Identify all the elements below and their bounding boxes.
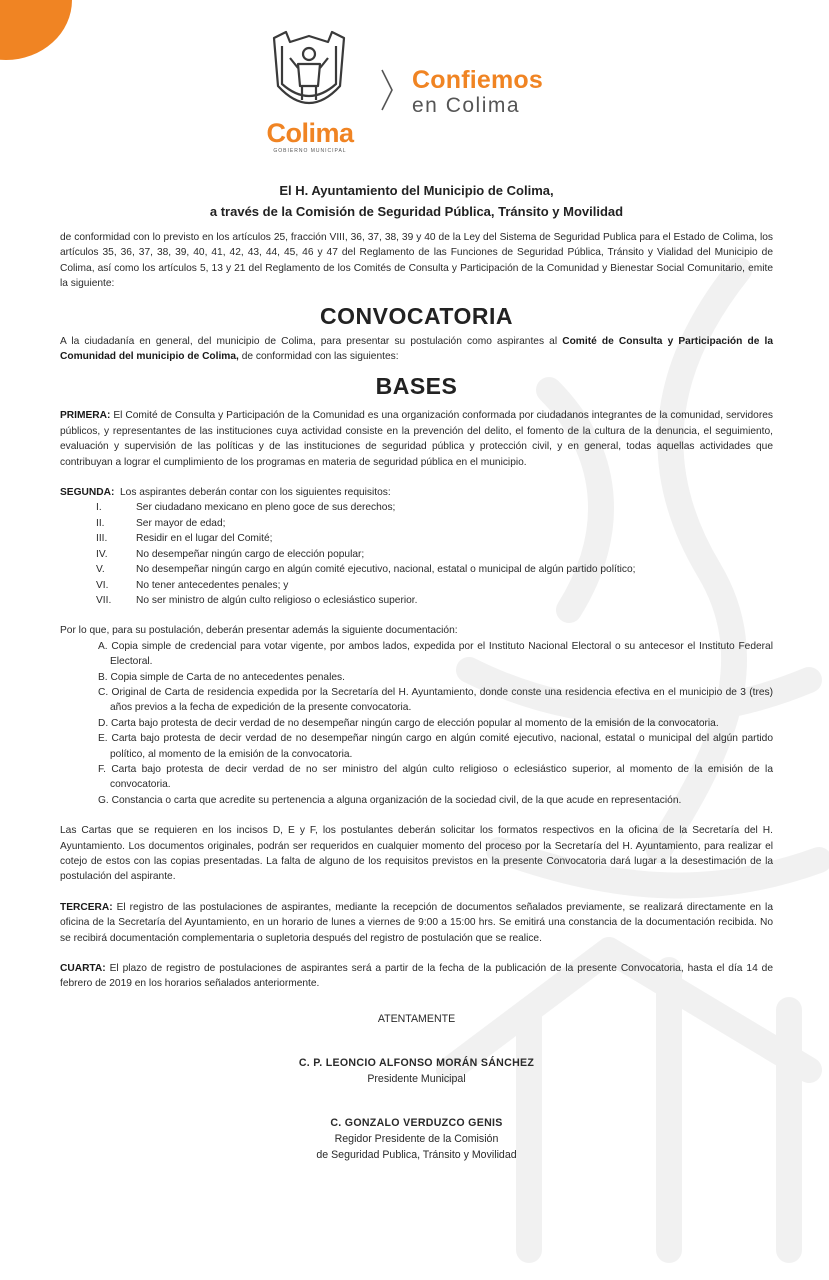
corner-decoration-icon — [0, 0, 72, 60]
logo-subtitle: GOBIERNO MUNICIPAL — [273, 148, 347, 154]
heading-line-2: a través de la Comisión de Seguridad Pública, Tránsito y Movilidad — [209, 204, 624, 219]
requirements-list — [60, 500, 773, 608]
documents-list — [60, 639, 773, 808]
list-item: IV. No desempeñar ningún cargo de elección popular; — [96, 548, 365, 560]
header — [258, 28, 578, 158]
list-item: II. Ser mayor de edad; — [96, 517, 226, 529]
signer-1-name: C. P. LEONCIO ALFONSO MORÁN SÁNCHEZ — [298, 1056, 535, 1069]
convocatoria-title: CONVOCATORIA — [320, 302, 513, 329]
segunda-paragraph: SEGUNDA: Los aspirantes deberán contar con los siguientes requisitos: — [60, 487, 391, 499]
chevron-divider-icon — [380, 68, 394, 112]
atentamente: ATENTAMENTE — [377, 1012, 456, 1025]
list-item: F. Carta bajo protesta de decir verdad de no ser ministro del algún culto religioso o eclesiástico superior, al momento de la emisión de la convocatoria. — [98, 763, 773, 791]
brand-line-1: Confiemos — [412, 66, 543, 94]
cuarta-paragraph: CUARTA: El plazo de registro de postulaciones de aspirantes será a partir de la fecha de la publicación de la presente Convocatoria, hasta el día 14 de febrero de 2019 en los horarios señalados anteriormente. — [60, 963, 773, 990]
list-item: VII. No ser ministro de algún culto religioso o eclesiástico superior. — [96, 594, 418, 606]
list-item: I. Ser ciudadano mexicano en pleno goce de sus derechos; — [96, 502, 396, 514]
cartas-paragraph: Las Cartas que se requieren en los incisos D, E y F, los postulantes deberán solicitar los formatos respectivos en la oficina de la Secretaría del H. Ayuntamiento. Los documentos originales, podrán ser requeridos en cualquier momento del proceso por la Secretaría del H. Ayuntamiento, para realizar el cotejo de estos con las copias presentadas. La falta de alguno de los requisitos previstos en la presente Convocatoria dará lugar a la desestimación de la postulación del aspirante. — [60, 825, 773, 883]
signer-2-role-2: de Seguridad Publica, Tránsito y Movilidad — [316, 1148, 517, 1161]
tercera-paragraph: TERCERA: El registro de las postulaciones de aspirantes, mediante la recepción de documentos señalados previamente, se realizará directamente en la oficina de la Secretaría del Ayuntamiento, en un horario de lunes a viernes de 9:00 a 15:00 hrs. Se emitirá una constancia de la documentación recibida. No se recibirá documentación complementaria o supletoria después del registro de postulación que se realice. — [60, 901, 773, 944]
list-item: D. Carta bajo protesta de decir verdad de no desempeñar ningún cargo de elección popular al momento de la emisión de la convocatoria. — [98, 717, 719, 729]
signer-2-role-1: Regidor Presidente de la Comisión — [334, 1132, 499, 1145]
list-item: V. No desempeñar ningún cargo en algún comité ejecutivo, nacional, estatal o municipal de algún partido político; — [96, 564, 636, 576]
list-item: III. Residir en el lugar del Comité; — [96, 533, 273, 545]
primera-paragraph: PRIMERA: El Comité de Consulta y Participación de la Comunidad es una organización conformada por ciudadanos integrantes de la comunidad, servidores públicos, y representantes de las instituciones cuya actividad consiste en la prevención del delito, el fomento de la cultura de la denuncia, el seguimiento, evaluación y supervisión de las políticas y de las instituciones de seguridad pública y protección civil, y en general, todas aquellas actividades que contribuyan a lograr el cumplimiento de los programas en materia de seguridad pública en el municipio. — [60, 410, 773, 468]
heading-line-1: El H. Ayuntamiento del Municipio de Colima, — [279, 183, 554, 198]
list-item: B. Copia simple de Carta de no antecedentes penales. — [98, 671, 345, 683]
signer-2-name: C. GONZALO VERDUZCO GENIS — [330, 1116, 503, 1129]
tercera-label: TERCERA: — [60, 901, 113, 913]
brand-line-2: en Colima — [412, 94, 521, 117]
list-item: A. Copia simple de credencial para votar vigente, por ambos lados, expedida por el Instituto Nacional Electoral o su antecesor el Instituto Federal Electoral. — [98, 640, 773, 668]
intro-paragraph: de conformidad con lo previsto en los artículos 25, fracción VIII, 36, 37, 38, 39 y 40 de la Ley del Sistema de Seguridad Publica para el Estado de Colima, los artículos 35, 36, 37, 38, 39, 40, 41, 42, 43, 44, 45, 46 y 47 del Reglamento de las Funciones de Seguridad Pública, Tránsito y Vialidad del Municipio de Colima, así como los artículos 5, 13 y 21 del Reglamento de los Comités de Consulta y Participación de la Comunidad y Bienestar Social Comunitario, emite la siguiente: — [60, 232, 773, 290]
shield-icon — [268, 28, 350, 120]
invite-paragraph: A la ciudadanía en general, del municipio de Colima, para presentar su postulación como aspirantes al Comité de Consulta y Participación de la Comunidad del municipio de Colima, de conformidad con las siguientes: — [60, 335, 773, 363]
logo-word: Colima — [266, 118, 354, 148]
list-item: G. Constancia o carta que acredite su pertenencia a alguna organización de la sociedad civil, de la que acude en representación. — [98, 794, 682, 806]
list-item: VI. No tener antecedentes penales; y — [96, 579, 289, 591]
signer-1-role: Presidente Municipal — [367, 1072, 466, 1085]
segunda-label: SEGUNDA: — [60, 487, 115, 499]
document-body — [60, 180, 773, 1163]
docs-intro: Por lo que, para su postulación, deberán presentar además la siguiente documentación: — [60, 625, 458, 637]
committee-name: Comité de Consulta y Participación de la Comunidad del municipio de Colima, — [60, 335, 773, 363]
list-item: E. Carta bajo protesta de decir verdad de no desempeñar ningún cargo en algún comité ejecutivo, nacional, estatal o municipal del algún partido político, al momento de la emisión de la convocatoria. — [98, 733, 773, 760]
primera-label: PRIMERA: — [60, 410, 111, 422]
bases-title: BASES — [375, 373, 458, 400]
cuarta-label: CUARTA: — [60, 963, 106, 975]
list-item: C. Original de Carta de residencia expedida por la Secretaría del H. Ayuntamiento, donde conste una residencia efectiva en el municipio de 3 (tres) años previos a la fecha de expedición de la presente convocatoria. — [98, 686, 773, 714]
